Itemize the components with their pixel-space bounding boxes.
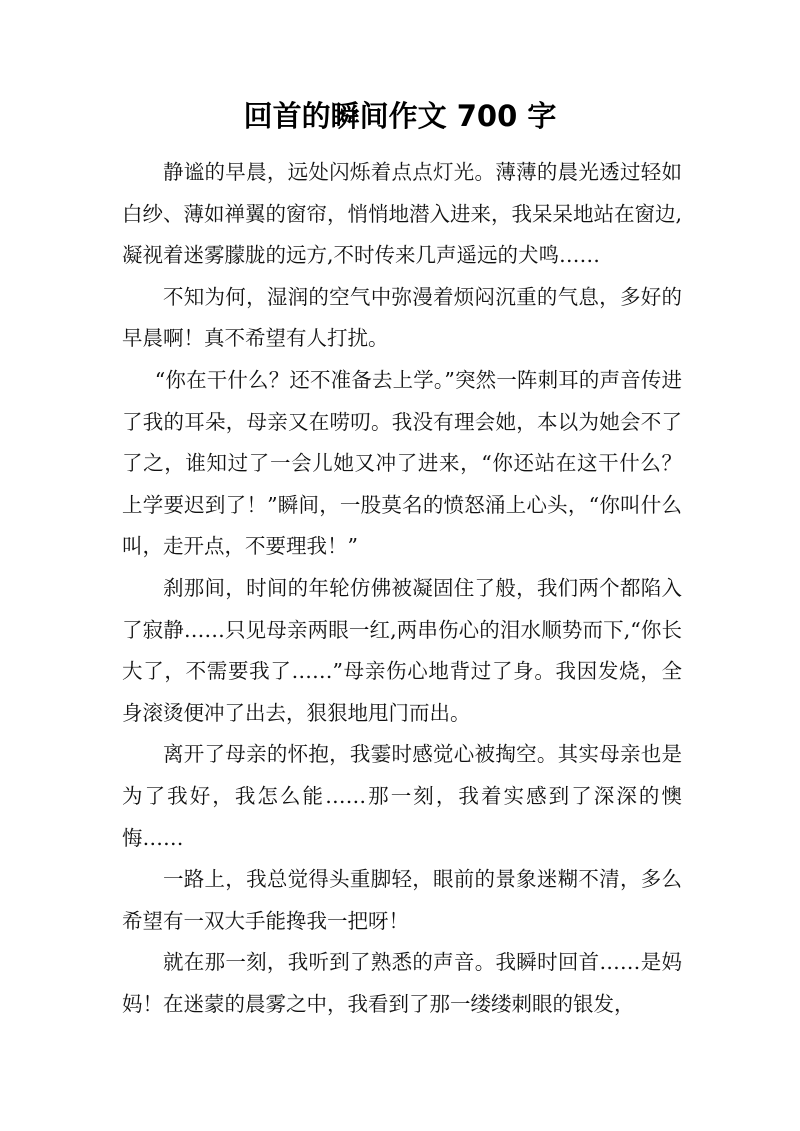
paragraph-4: 刹那间，时间的年轮仿佛被凝固住了般，我们两个都陷入了寂静……只见母亲两眼一红,两串伤心的泪水顺势而下,“你长大了，不需要我了……”母亲伤心地背过了身。我因发烧，全身滚烫便冲了出去，狠狠地甩门而出。 [122, 575, 682, 725]
page-title: 回首的瞬间作文 700 字 [243, 99, 557, 133]
paragraph-3: “你在干什么？还不准备去上学。”突然一阵刺耳的声音传进了我的耳朵，母亲又在唠叨。我没有理会她，本以为她会不了了之，谁知过了一会儿她又冲了进来，“你还站在这干什么？上学要迟到了！”瞬间，一股莫名的愤怒涌上心头，“你叫什么叫，走开点，不要理我！” [122, 367, 682, 559]
paragraph-1: 静谧的早晨，远处闪烁着点点灯光。薄薄的晨光透过轻如白纱、薄如禅翼的窗帘，悄悄地潜入进来，我呆呆地站在窗边,凝视着迷雾朦胧的远方,不时传来几声遥远的犬鸣…… [122, 160, 683, 268]
paragraph-2: 不知为何，湿润的空气中弥漫着烦闷沉重的气息，多好的早晨啊！真不希望有人打扰。 [122, 284, 682, 351]
paragraph-7: 就在那一刻，我听到了熟悉的声音。我瞬时回首……是妈妈！在迷蒙的晨雾之中，我看到了那一缕缕刺眼的银发， [122, 950, 682, 1016]
paragraph-5: 离开了母亲的怀抱，我霎时感觉心被掏空。其实母亲也是为了我好，我怎么能……那一刻，我着实感到了深深的懊悔…… [122, 742, 682, 850]
paragraph-6: 一路上，我总觉得头重脚轻，眼前的景象迷糊不清，多么希望有一双大手能搀我一把呀！ [122, 867, 682, 933]
essay-body [122, 152, 682, 1025]
